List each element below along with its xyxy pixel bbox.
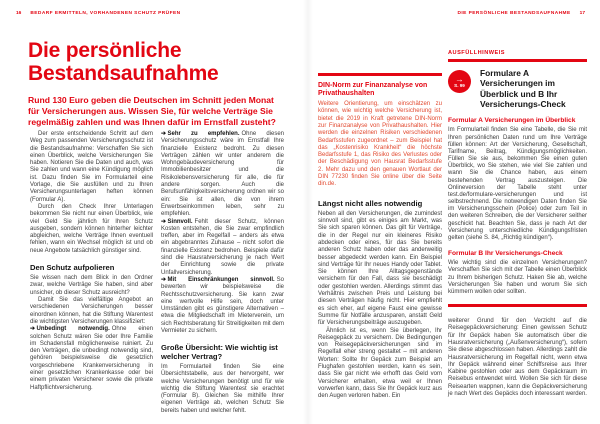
running-header-right (457, 11, 585, 16)
din-box-top-rule (318, 73, 442, 76)
bullet-lead: Mit Einschränkungen sinnvoll. (167, 276, 275, 283)
arrow-icon: → (455, 73, 464, 84)
right-page-column-1 (318, 73, 442, 400)
section-heading: Große Übersicht: Wie wichtig ist welcher Vertrag? (161, 343, 278, 361)
running-header-left (16, 11, 181, 16)
paragraph: Sie wissen nach dem Blick in den Ordner zwar, welche Verträge Sie haben, sind aber unsicher, ob dieser Schutz ausreicht? (30, 275, 153, 296)
paragraph: Der erste entscheidende Schritt auf dem Weg zum passenden Versicherungsschutz ist die Bestandsaufnahme: Verschaffen Sie sich einen Überblick, welche Versicherungen Sie haben. Notieren Sie die Daten und auch, was Sie zahlen und wann eine Kündigung möglich ist. Dazu finden Sie im Formularteil eine Vorlage, die Sie ausfüllen und zu Ihren Versicherungsunterlagen heften können (Formular A). (30, 131, 153, 203)
page-title-line2: Bestandsaufnahme (28, 62, 219, 85)
section-heading: Den Schutz aufpolieren (30, 263, 115, 273)
running-header-left-text: BEDARF ERMITTELN, VORHANDENEN SCHUTZ PRÜFEN (30, 11, 181, 16)
infobox-subheading-b: Formular B Ihr Versicherungs-Check (448, 249, 563, 257)
classification-bullet (161, 131, 284, 219)
bullet-text: Ohne diesen Versicherungsschutz wäre im Ernstfall Ihre finanzielle Existenz bedroht. Zu diesen Verträgen zählen wir unter anderem die Wohngebäudeversicherung für Immobilienbesitzer und die Risikolebensversicherung für alle, die für andere sorgen. Auch die Berufsunfähigkeitsversicherung ordnen wir so ein: Sie ist allen, die von ihrem Erwerbseinkommen leben, sehr zu empfehlen. (161, 131, 284, 218)
page-reference-badge-icon (448, 70, 471, 93)
page-number-left: 16 (16, 11, 22, 16)
paragraph: Ähnlich ist es, wenn Sie überlegen, Ihr Reisegepäck zu versichern. Die Bedingungen von Reisegepäckversicherungen sind im Regelfall eher streng gestaltet – mit anderen Worten: Sollte Ihr Gepäck zum Beispiel am Flughafen gestohlen werden, kann es sein, dass Sie gar nicht wie erhofft das Geld vom Versicherer erhalten, etwa weil er Ihnen vorwerfen kann, dass Sie Ihr Gepäck kurz aus den Augen verloren haben. Ein (318, 327, 442, 400)
paragraph: Durch den Check Ihrer Unterlagen bekommen Sie nicht nur einen Überblick, wie viel Geld Sie jährlich für Ihren Schutz ausgeben, sondern können hinterher leichter abgleichen, welche Verträge Ihnen eventuell fehlen, wann ein Wechsel möglich ist und ob neue Angebote tatsächlich günstiger sind. (30, 203, 153, 254)
bullet-text: Fehlt dieser Schutz, können Kosten entstehen, die Sie zwar empfindlich treffen, aber im Regelfall – anders als etwa ein abgebranntes Zuhause – nicht sofort die finanzielle Existenz bedrohen. Beispiele dafür sind die Hausratversicherung je nach Wert der Einrichtung sowie die private Unfallversicherung. (161, 218, 284, 276)
intro-paragraph: Rund 130 Euro geben die Deutschen im Schnitt jeden Monat für Versicherungen aus. Wissen Sie, für welche Verträge Sie regelmäßig zahlen und was Ihnen dafür im Ernstfall zusteht? (28, 95, 276, 127)
page-title (28, 39, 219, 85)
din-box-body: Weitere Orientierung, um einschätzen zu können, wie wichtig welche Versicherung ist, bietet die 2019 in Kraft getretene DIN-Norm zur Finanzanalyse von Privathaushalten. Hier werden die einzelnen Risiken verschiedenen Bedarfsstufen zugeordnet – zum Beispiel hat das „Kostenrisiko Krankheit“ die höchste Bedarfsstufe 1, das Risiko des Verlustes oder der Beschädigung von Hausrat Bedarfsstufe 2. Mehr dazu und den genauen Wortlaut der DIN 77230 finden Sie online über die Seite din.de. (318, 101, 442, 188)
left-page-column-1 (30, 131, 153, 392)
infobox-bottom-rule (448, 304, 587, 307)
right-page-column-2 (448, 50, 587, 398)
infobox-body-b: Wie wichtig sind die einzelnen Versicherungen? Verschaffen Sie sich mit der Tabelle einen Überblick zu Ihrem bisherigen Schutz. Haken Sie ab, welche Versicherungen Sie haben und worum Sie sich kümmern wollen oder sollten. (448, 260, 587, 295)
section-heading: Längst nicht alles notwendig (318, 198, 423, 208)
bullet-lead: Sinnvoll. (167, 218, 193, 225)
badge-page-reference: S. 99 (454, 82, 465, 88)
arrow-bullet-icon: ➔ (161, 218, 167, 225)
running-header-right-text: DIE PERSÖNLICHE BESTANDSAUFNAHME (457, 11, 571, 16)
din-box-title: DIN-Norm zur Finanzanalyse von Privathaushalten (318, 81, 428, 97)
paragraph: Neben all den Versicherungen, die zumindest sinnvoll sind, gibt es einiges am Markt, was Sie sich sparen können. Das gilt für Verträge, die in der Regel nur ein kleineres Risiko abdecken oder eines, für das Sie bereits anderen Schutz haben oder das anderweitig besser abgedeckt werden kann. Ein Beispiel sind Verträge für Ihr neues Handy oder Tablet. Sie können Ihre Alltagsgegenstände versichern für den Fall, dass sie beschädigt oder gestohlen werden. Allerdings stimmt das Verhältnis zwischen Preis und Leistung bei diesen Verträgen häufig nicht. Hier empfiehlt es sich eher, auf eigene Faust eine gewisse Summe für Notfälle anzusparen, anstatt Geld für Versicherungsbeiträge auszugeben. (318, 210, 442, 327)
bullet-text: So bewerten wir beispielsweise die Rechtsschutzversicherung. Sie kann zwar eine wertvolle Hilfe sein, doch unter Umständen gibt es günstigere Alternativen – etwa die Mitgliedschaft im Mieterverein, um sich Rechtsberatung für Streitigkeiten mit dem Vermieter zu sichern. (161, 276, 284, 335)
infobox-subheading-a: Formular A Versicherungen im Überblick (448, 117, 576, 125)
bullet-lead: Unbedingt notwendig. (36, 326, 110, 333)
infobox-kicker: AUSFÜLLHINWEIS (448, 50, 506, 56)
infobox-title: Formulare A Versicherungen im Überblick und B Ihr Versicherungs-Check (480, 68, 566, 109)
infobox-body-a: Im Formularteil finden Sie eine Tabelle, die Sie mit Ihren persönlichen Daten rund um Ihre Verträge füllen können: Art der Versicherung, Gesellschaft, Tarifname, Beitrag, Kündigungsmöglichkeiten. Füllen Sie sie aus, bekommen Sie einen guten Überblick, wo Sie stehen, wie viel Sie zahlen und wann Sie die Chance haben, aus einem bestehenden Vertrag auszusteigen. Die Onlineversion der Tabelle steht unter test.de/formulare-versicherungen und ist selbstrechnend. Die notwendigen Daten finden Sie im Versicherungsschein (Police) oder zum Teil in den weiteren Schreiben, die der Versicherer seither geschickt hat. Beachten Sie, dass je nach Art der Versicherung unterschiedliche Kündigungsfristen gelten (siehe S. 84, „Richtig kündigen“). (448, 127, 587, 241)
page-gutter (303, 0, 313, 424)
bullet-lead: Sehr zu empfehlen. (167, 131, 240, 137)
classification-bullet (30, 326, 153, 392)
page-title-line1: Die persönliche (28, 39, 182, 62)
classification-bullet (161, 277, 284, 335)
arrow-bullet-icon: ➔ (30, 326, 36, 333)
paragraph-continuation: weiterer Grund für den Verzicht auf die Reisegepäckversicherung: Einen gewissen Schutz für Ihr Gepäck haben Sie automatisch über die Hausratversicherung („Außenversicherung“), sofern Sie diese abgeschlossen haben. Allerdings zahlt die Hausratversicherung im Regelfall nicht, wenn etwa Ihr Gepäck während einer Schiffsreise aus Ihrer Kabine gestohlen oder aus dem Gepäckraum im Reisebus entwendet wird. Wollen Sie sich für diese Reisearten wappnen, kann die Gepäckversicherung je nach Wert des Gepäcks doch interessant werden. (448, 318, 587, 398)
infobox-top-rule (448, 59, 587, 62)
infobox-header (448, 68, 587, 109)
left-page-column-2 (161, 131, 284, 415)
bullet-text: Ohne einen solchen Schutz wären Sie oder Ihre Familie im Schadensfall möglicherweise ruiniert. Zu den Verträgen, die unbedingt notwendig sind, gehören beispielsweise die gesetzlich vorgeschriebene Krankenversicherung in einer gesetzlichen Krankenkasse oder bei einem privaten Versicherer sowie die private Haftpflichtversicherung. (30, 326, 153, 391)
arrow-bullet-icon: ➔ (161, 131, 167, 137)
paragraph: Im Formularteil finden Sie eine Übersichtstabelle, aus der hervorgeht, wer welche Versicherungen benötigt und für wie wichtig die Stiftung Warentest sie erachtet (Formular B). Gleichen Sie mithilfe Ihrer eigenen Verträge ab, welchen Schutz Sie bereits haben und welcher fehlt. (161, 364, 284, 414)
paragraph: Damit Sie das vielfältige Angebot an verschiedenen Versicherungen besser einordnen können, hat die Stiftung Warentest die wichtigsten Versicherungen klassifiziert: (30, 297, 153, 325)
arrow-bullet-icon: ➔ (161, 276, 167, 283)
page-number-right: 17 (579, 11, 585, 16)
classification-bullet (161, 219, 284, 277)
